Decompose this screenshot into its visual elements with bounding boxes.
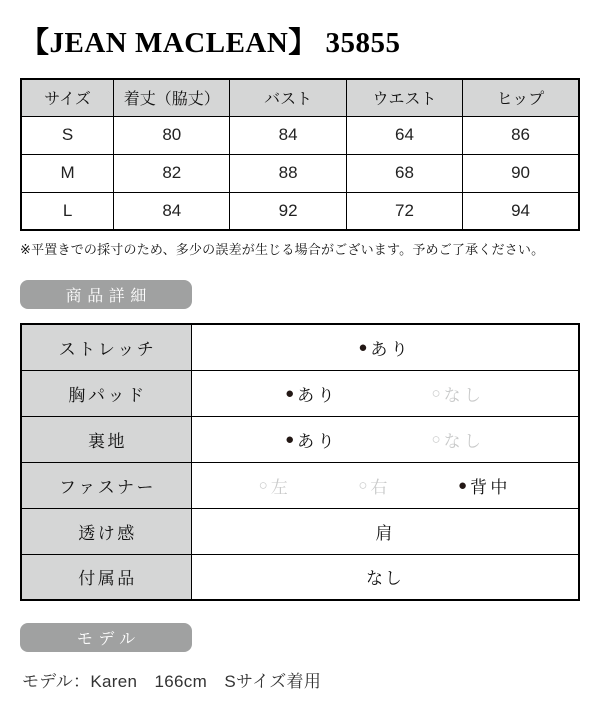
section-heading-model: モデル — [20, 623, 192, 652]
detail-row-lining — [21, 416, 579, 462]
hip-cell: 86 — [463, 116, 579, 154]
option-nashi — [432, 381, 485, 406]
option-label: なし — [366, 569, 404, 589]
size-row-l — [21, 192, 579, 230]
size-cell: L — [21, 192, 114, 230]
empty-circle-icon: ○ — [431, 384, 441, 402]
filled-circle-icon: ● — [358, 338, 368, 356]
page-title: 【JEAN MACLEAN】 35855 — [20, 27, 401, 59]
bust-col-header: バスト — [230, 79, 346, 116]
size-row-m — [21, 154, 579, 192]
option-ari — [285, 427, 338, 452]
detail-row-stretch — [21, 324, 579, 370]
detail-value — [191, 324, 579, 370]
option-label: あり — [297, 431, 338, 451]
option-label: 背中 — [470, 477, 511, 497]
size-row-s — [21, 116, 579, 154]
option-label: 左 — [270, 477, 292, 497]
detail-row-chest-pad — [21, 370, 579, 416]
option-ari — [285, 381, 338, 406]
bust-cell: 88 — [230, 154, 346, 192]
size-table-header-row — [21, 79, 579, 116]
filled-circle-icon: ● — [457, 476, 468, 494]
option-left — [259, 473, 291, 498]
model-info: モデル：Karen 166cm Sサイズ着用 — [22, 672, 322, 691]
detail-label: 付属品 — [21, 554, 191, 600]
detail-value — [191, 554, 579, 600]
empty-circle-icon: ○ — [431, 430, 441, 448]
size-cell: S — [21, 116, 114, 154]
option-label: なし — [443, 385, 485, 405]
detail-row-accessories — [21, 554, 579, 600]
detail-value — [191, 462, 579, 508]
hip-cell: 90 — [463, 154, 579, 192]
length-cell: 82 — [114, 154, 230, 192]
waist-cell: 72 — [346, 192, 462, 230]
detail-row-fastener — [21, 462, 579, 508]
size-cell: M — [21, 154, 114, 192]
option-nashi — [432, 427, 485, 452]
hip-cell: 94 — [463, 192, 579, 230]
empty-circle-icon: ○ — [358, 476, 368, 494]
bust-cell: 92 — [230, 192, 346, 230]
product-details-table — [20, 323, 580, 601]
option-ari — [358, 335, 411, 360]
option-label: あり — [297, 385, 338, 405]
detail-label: 裏地 — [21, 416, 191, 462]
option-label: なし — [443, 431, 485, 451]
waist-cell: 68 — [346, 154, 462, 192]
option-value — [366, 564, 403, 589]
hip-col-header: ヒップ — [463, 79, 579, 116]
option-value — [375, 519, 394, 544]
option-right — [358, 473, 390, 498]
bust-cell: 84 — [230, 116, 346, 154]
option-label: 肩 — [375, 523, 395, 543]
detail-value — [191, 508, 579, 554]
detail-row-sheerness — [21, 508, 579, 554]
detail-value — [191, 370, 579, 416]
empty-circle-icon: ○ — [258, 476, 268, 494]
section-heading-product-details: 商品詳細 — [20, 280, 192, 309]
length-col-header: 着丈（脇丈） — [114, 79, 230, 116]
length-cell: 84 — [114, 192, 230, 230]
measurement-note: ※平置きでの採寸のため、多少の誤差が生じる場合がございます。予めご了承ください。 — [20, 242, 545, 257]
detail-label: 胸パッド — [21, 370, 191, 416]
option-back — [458, 473, 511, 498]
option-label: あり — [370, 339, 412, 359]
size-col-header: サイズ — [21, 79, 114, 116]
option-label: 右 — [370, 477, 391, 497]
waist-cell: 64 — [346, 116, 462, 154]
filled-circle-icon: ● — [285, 430, 295, 448]
waist-col-header: ウエスト — [346, 79, 462, 116]
length-cell: 80 — [114, 116, 230, 154]
detail-label: 透け感 — [21, 508, 191, 554]
detail-label: ファスナー — [21, 462, 191, 508]
size-table — [20, 78, 580, 231]
filled-circle-icon: ● — [285, 384, 295, 402]
detail-label: ストレッチ — [21, 324, 191, 370]
detail-value — [191, 416, 579, 462]
